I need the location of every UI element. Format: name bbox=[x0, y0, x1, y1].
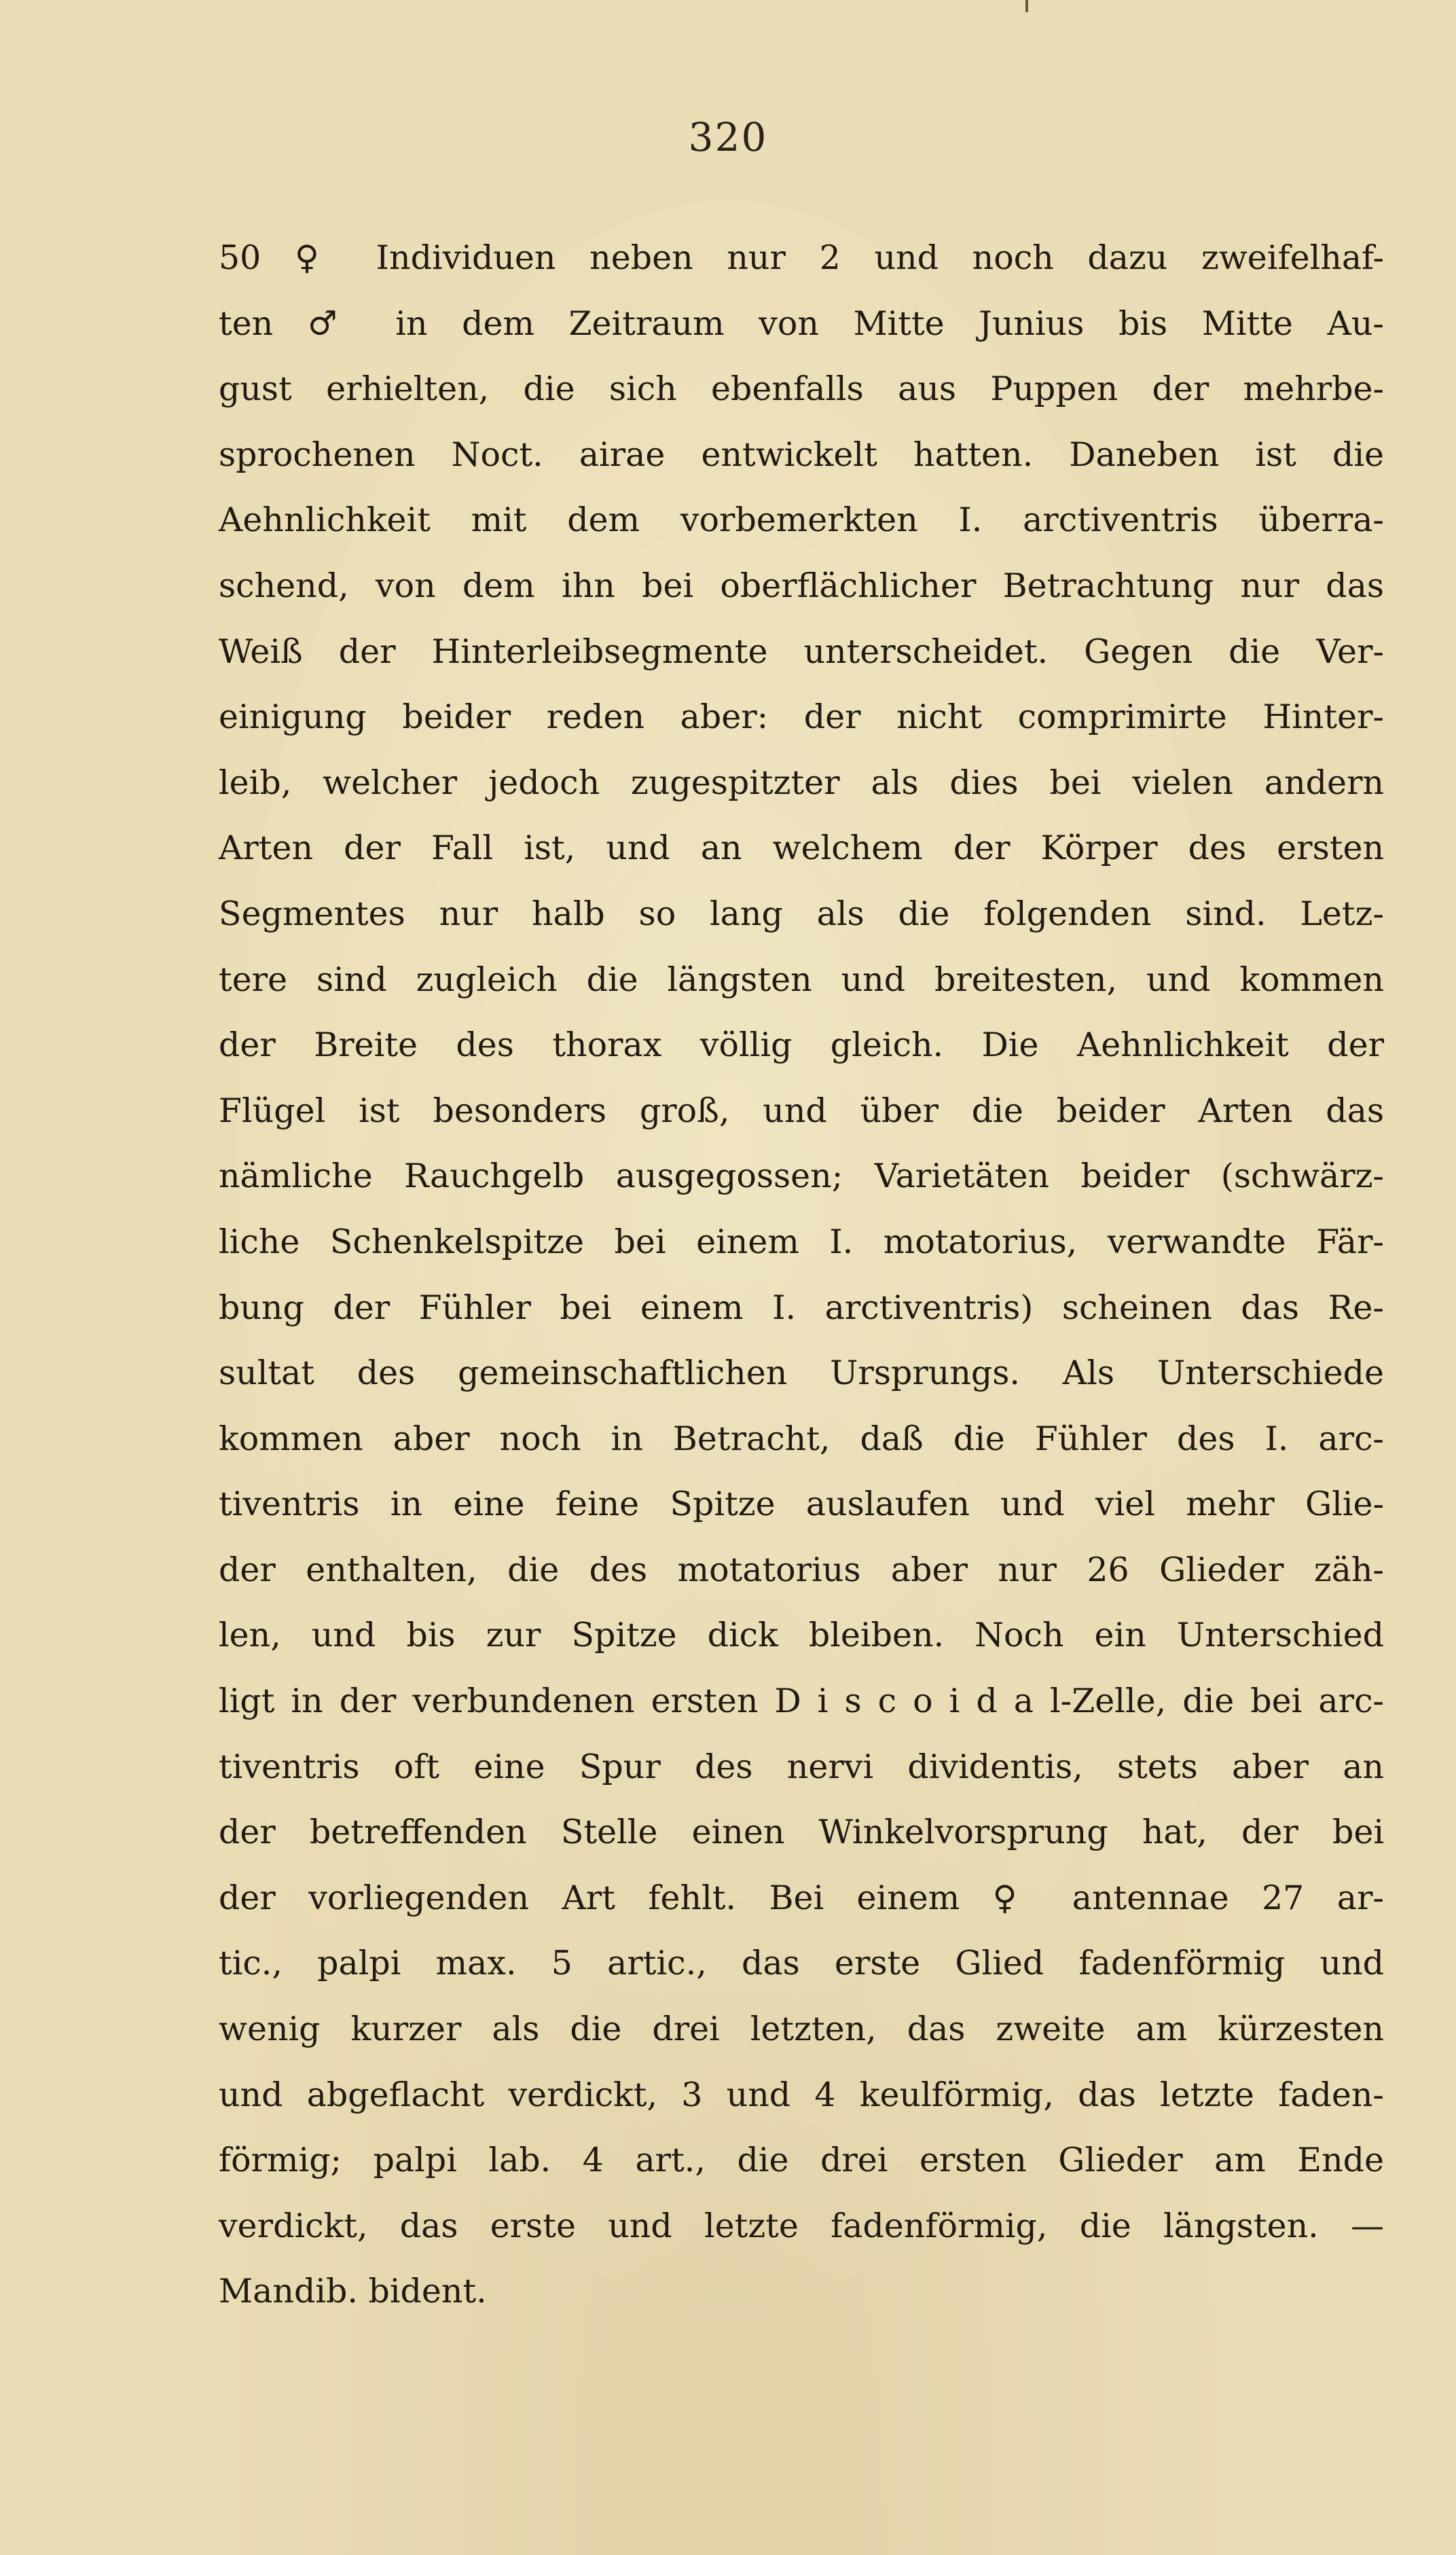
text-line: der vorliegenden Art fehlt. Bei einem ♀ antennae 27 ar- bbox=[219, 1878, 1384, 1917]
text-line: tere sind zugleich die längsten und breitesten, und kommen bbox=[219, 960, 1384, 999]
text-line: verdickt, das erste und letzte fadenförmig, die längsten. — bbox=[219, 2206, 1384, 2245]
text-line: gust erhielten, die sich ebenfalls aus Puppen der mehrbe- bbox=[219, 369, 1384, 409]
text-line: der betreffenden Stelle einen Winkelvorsprung hat, der bei bbox=[219, 1813, 1384, 1852]
text-line: der enthalten, die des motatorius aber nur 26 Glieder zäh- bbox=[219, 1550, 1384, 1589]
page-number: 320 bbox=[688, 114, 768, 160]
text-line: tic., palpi max. 5 artic., das erste Glied fadenförmig und bbox=[219, 1944, 1384, 1983]
text-line: einigung beider reden aber: der nicht comprimirte Hinter- bbox=[219, 697, 1384, 737]
text-line: der Breite des thorax völlig gleich. Die Aehnlichkeit der bbox=[219, 1026, 1384, 1065]
text-line: ligt in der verbundenen ersten D i s c o i d a l-Zelle, die bei arc- bbox=[219, 1682, 1384, 1721]
text-line: Flügel ist besonders groß, und über die beider Arten das bbox=[219, 1091, 1384, 1130]
text-line: Aehnlichkeit mit dem vorbemerkten I. arctiventris überra- bbox=[219, 501, 1384, 540]
body-text bbox=[219, 225, 1384, 2325]
text-line: leib, welcher jedoch zugespitzter als dies bei vielen andern bbox=[219, 763, 1384, 802]
text-line: förmig; palpi lab. 4 art., die drei ersten Glieder am Ende bbox=[219, 2141, 1384, 2180]
text-line: kommen aber noch in Betracht, daß die Fühler des I. arc- bbox=[219, 1419, 1384, 1458]
text-line: wenig kurzer als die drei letzten, das zweite am kürzesten bbox=[219, 2010, 1384, 2049]
text-line: ten ♂ in dem Zeitraum von Mitte Junius bis Mitte Au- bbox=[219, 304, 1384, 343]
text-line: Segmentes nur halb so lang als die folgenden sind. Letz- bbox=[219, 894, 1384, 933]
text-line: und abgeflacht verdickt, 3 und 4 keulförmig, das letzte faden- bbox=[219, 2075, 1384, 2114]
text-line: Weiß der Hinterleibsegmente unterscheidet. Gegen die Ver- bbox=[219, 632, 1384, 671]
text-line: 50 ♀ Individuen neben nur 2 und noch dazu zweifelhaf- bbox=[219, 238, 1384, 277]
text-line: liche Schenkelspitze bei einem I. motatorius, verwandte Fär- bbox=[219, 1222, 1384, 1261]
text-line: tiventris oft eine Spur des nervi dividentis, stets aber an bbox=[219, 1747, 1384, 1786]
scan-mark bbox=[1025, 0, 1028, 12]
text-line: schend, von dem ihn bei oberflächlicher Betrachtung nur das bbox=[219, 566, 1384, 605]
text-line: bung der Fühler bei einem I. arctiventris) scheinen das Re- bbox=[219, 1288, 1384, 1327]
text-line: sultat des gemeinschaftlichen Ursprungs. Als Unterschiede bbox=[219, 1354, 1384, 1393]
text-line: sprochenen Noct. airae entwickelt hatten. Daneben ist die bbox=[219, 435, 1384, 474]
text-line: Mandib. bident. bbox=[219, 2272, 487, 2311]
text-line: Arten der Fall ist, und an welchem der Körper des ersten bbox=[219, 829, 1384, 868]
text-line: len, und bis zur Spitze dick bleiben. Noch ein Unterschied bbox=[219, 1616, 1384, 1655]
text-line: tiventris in eine feine Spitze auslaufen und viel mehr Glie- bbox=[219, 1485, 1384, 1524]
text-line: nämliche Rauchgelb ausgegossen; Varietäten beider (schwärz- bbox=[219, 1157, 1384, 1196]
